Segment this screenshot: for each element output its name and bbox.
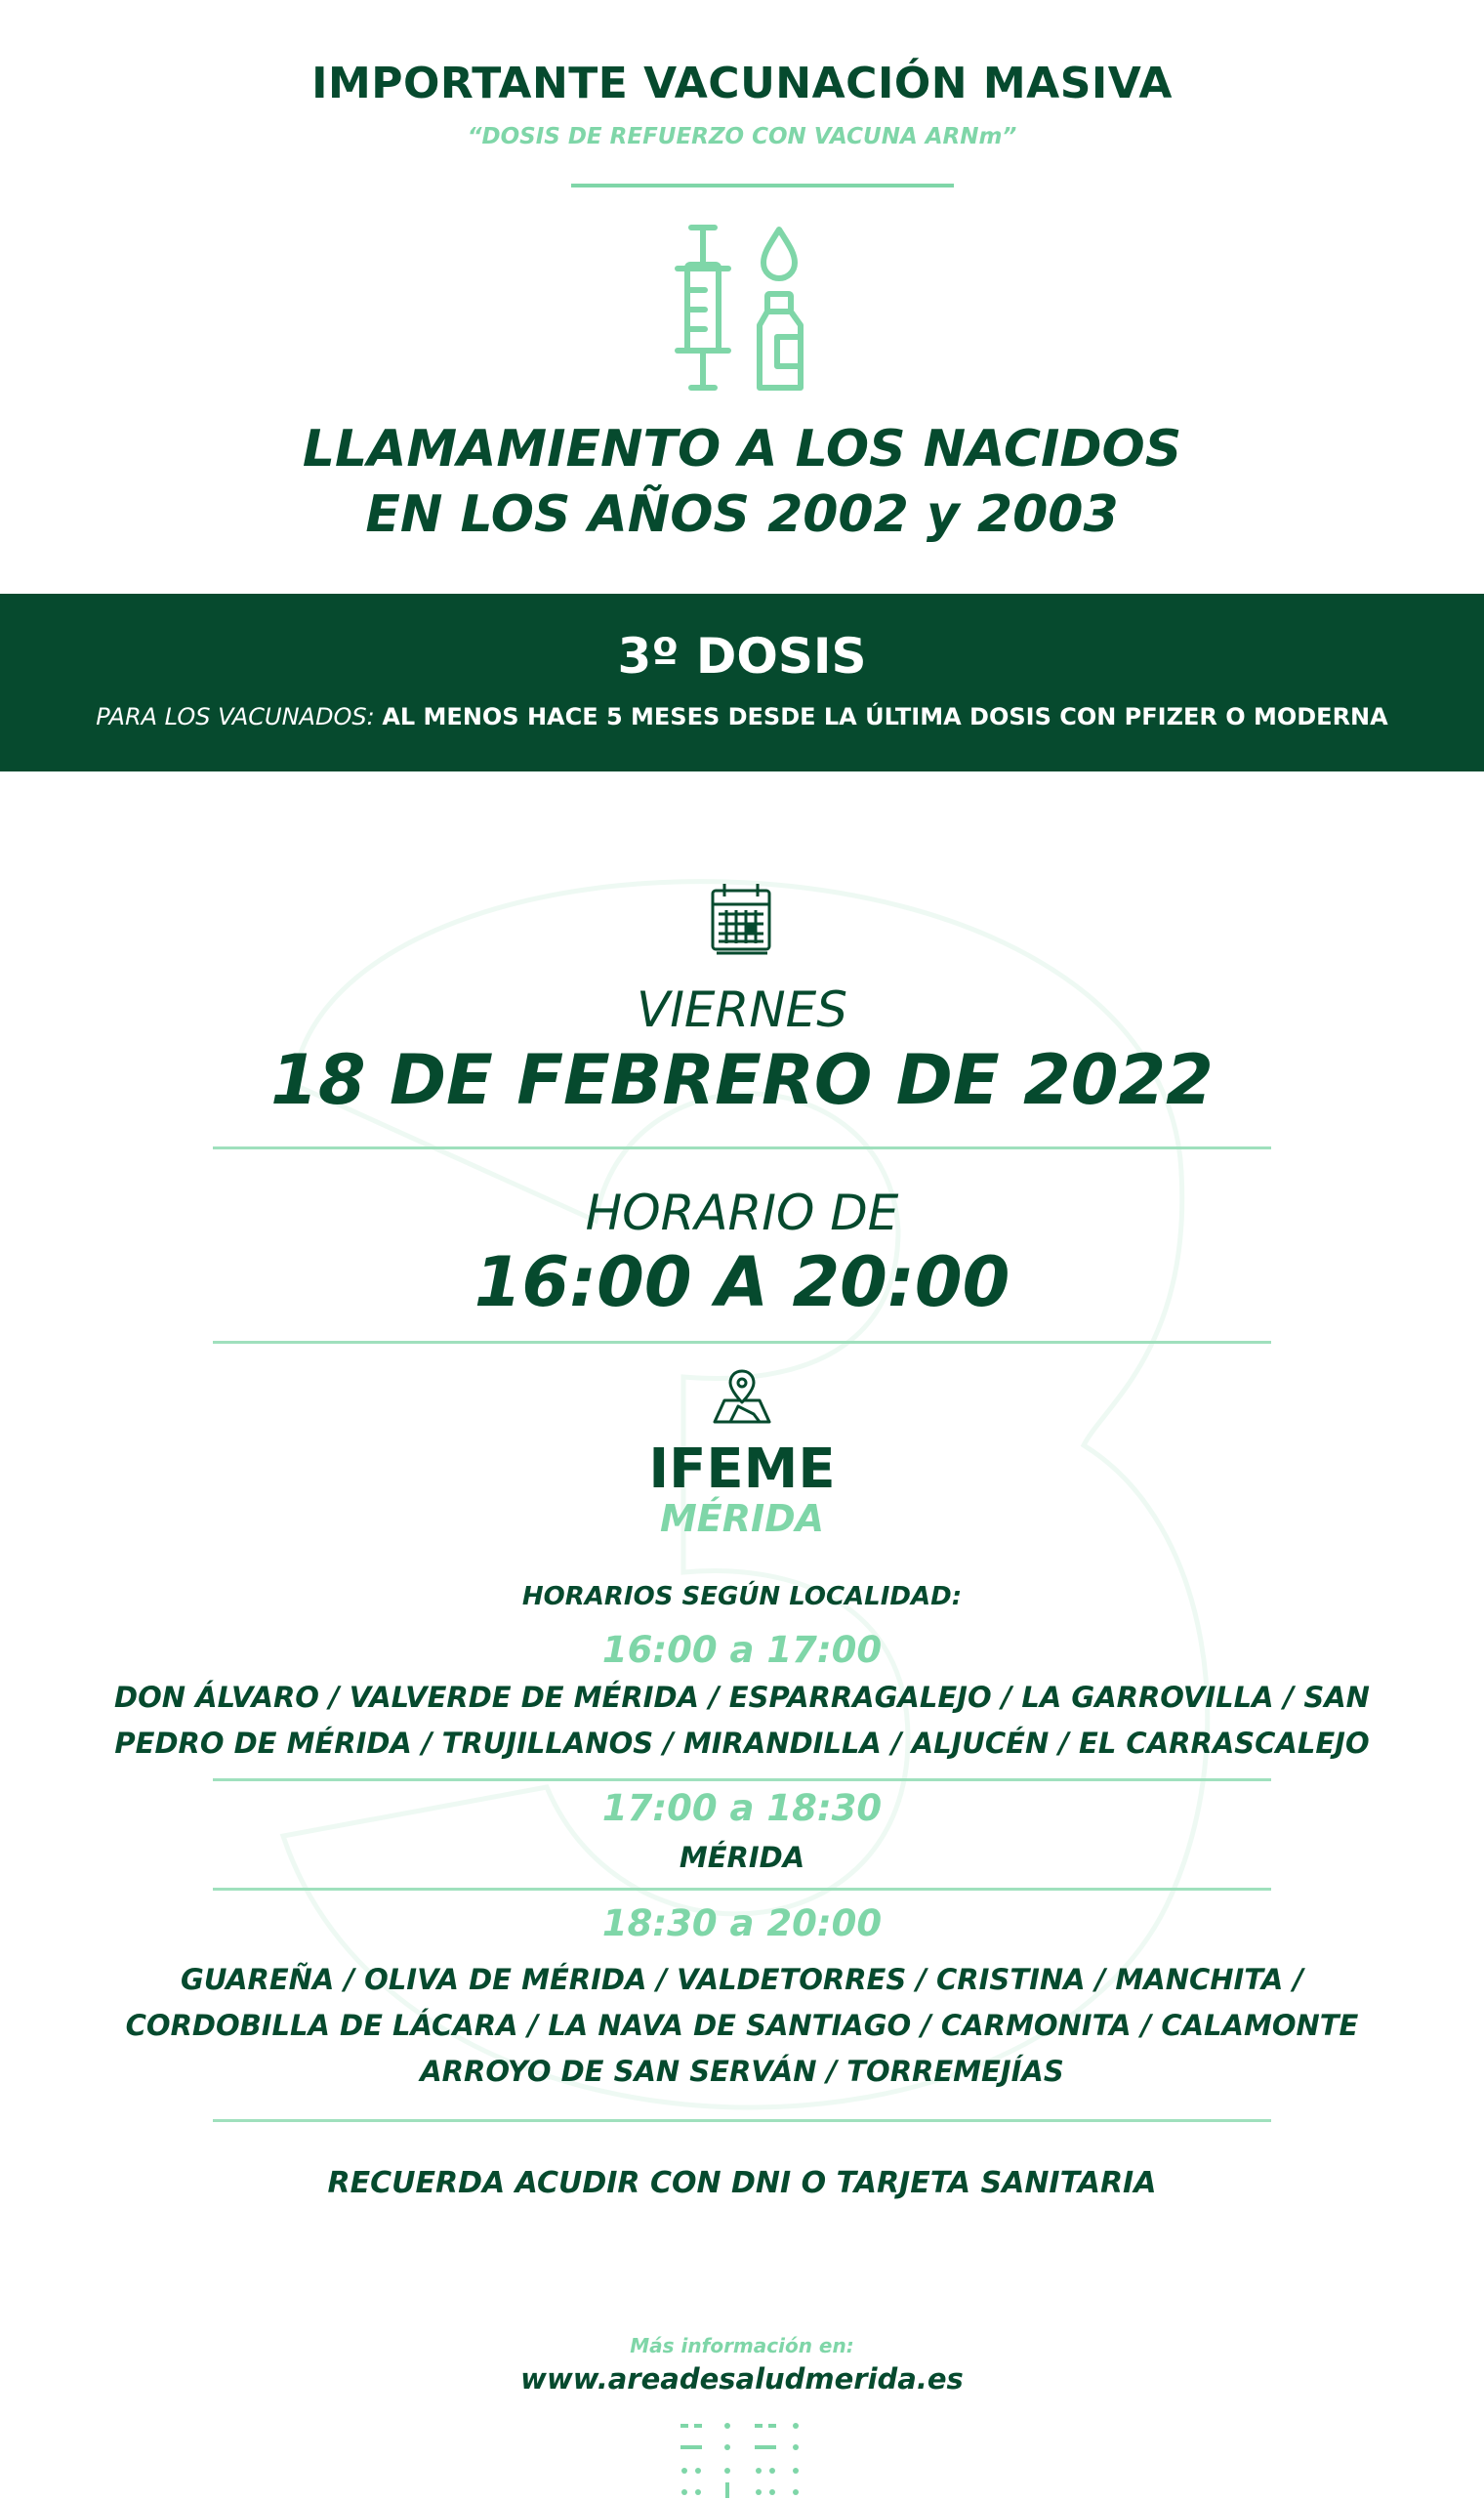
slot-towns-line: PEDRO DE MÉRIDA / TRUJILLANOS / MIRANDILLA / ALJUCÉN / EL CARRASCALEJO bbox=[114, 1727, 1370, 1760]
dose-note-text: AL MENOS HACE 5 MESES DESDE LA ÚLTIMA DOSIS CON PFIZER O MODERNA bbox=[382, 703, 1388, 730]
header-divider bbox=[571, 184, 954, 188]
dose-banner bbox=[0, 594, 1484, 771]
slot-towns-line: CORDOBILLA DE LÁCARA / LA NAVA DE SANTIAGO / CARMONITA / CALAMONTE bbox=[125, 2009, 1359, 2042]
header-subtitle: “DOSIS DE REFUERZO CON VACUNA ARNm” bbox=[467, 124, 1017, 149]
slot-towns-line: DON ÁLVARO / VALVERDE DE MÉRIDA / ESPARRAGALEJO / LA GARROVILLA / SAN bbox=[114, 1681, 1370, 1714]
slot-towns-line: MÉRIDA bbox=[679, 1841, 805, 1874]
header-title: IMPORTANTE VACUNACIÓN MASIVA bbox=[311, 59, 1173, 108]
dots-logo bbox=[677, 2420, 807, 2500]
divider bbox=[213, 1341, 1271, 1344]
slot-time: 17:00 a 18:30 bbox=[601, 1787, 883, 1829]
syringe-vial-icon bbox=[664, 220, 820, 396]
dose-title: 3º DOSIS bbox=[617, 628, 867, 685]
reminder-text: RECUERDA ACUDIR CON DNI O TARJETA SANITARIA bbox=[327, 2166, 1157, 2200]
more-info-label: Más información en: bbox=[630, 2334, 854, 2357]
event-date: 18 DE FEBRERO DE 2022 bbox=[270, 1040, 1214, 1120]
hour-value: 16:00 A 20:00 bbox=[474, 1242, 1010, 1322]
venue-city: MÉRIDA bbox=[659, 1497, 825, 1540]
call-line-2: EN LOS AÑOS 2002 y 2003 bbox=[365, 485, 1119, 544]
calendar-icon bbox=[709, 881, 775, 957]
slot-towns-line: GUAREÑA / OLIVA DE MÉRIDA / VALDETORRES / CRISTINA / MANCHITA / bbox=[181, 1963, 1303, 1996]
venue-name: IFEME bbox=[648, 1438, 836, 1501]
slot-towns-line: ARROYO DE SAN SERVÁN / TORREMEJÍAS bbox=[420, 2055, 1064, 2088]
divider bbox=[213, 1778, 1271, 1781]
website-link[interactable]: www.areadesaludmerida.es bbox=[520, 2362, 964, 2396]
dose-note-prefix: PARA LOS VACUNADOS: bbox=[96, 703, 375, 730]
slot-time: 16:00 a 17:00 bbox=[601, 1629, 883, 1671]
event-day: VIERNES bbox=[636, 981, 847, 1038]
hour-label: HORARIO DE bbox=[585, 1185, 899, 1241]
map-pin-icon bbox=[711, 1367, 773, 1426]
call-line-1: LLAMAMIENTO A LOS NACIDOS bbox=[302, 420, 1182, 479]
divider bbox=[213, 1146, 1271, 1149]
schedules-title: HORARIOS SEGÚN LOCALIDAD: bbox=[521, 1582, 963, 1611]
divider bbox=[213, 2119, 1271, 2122]
dose-note bbox=[0, 703, 1484, 730]
slot-time: 18:30 a 20:00 bbox=[601, 1902, 883, 1944]
divider bbox=[213, 1888, 1271, 1891]
